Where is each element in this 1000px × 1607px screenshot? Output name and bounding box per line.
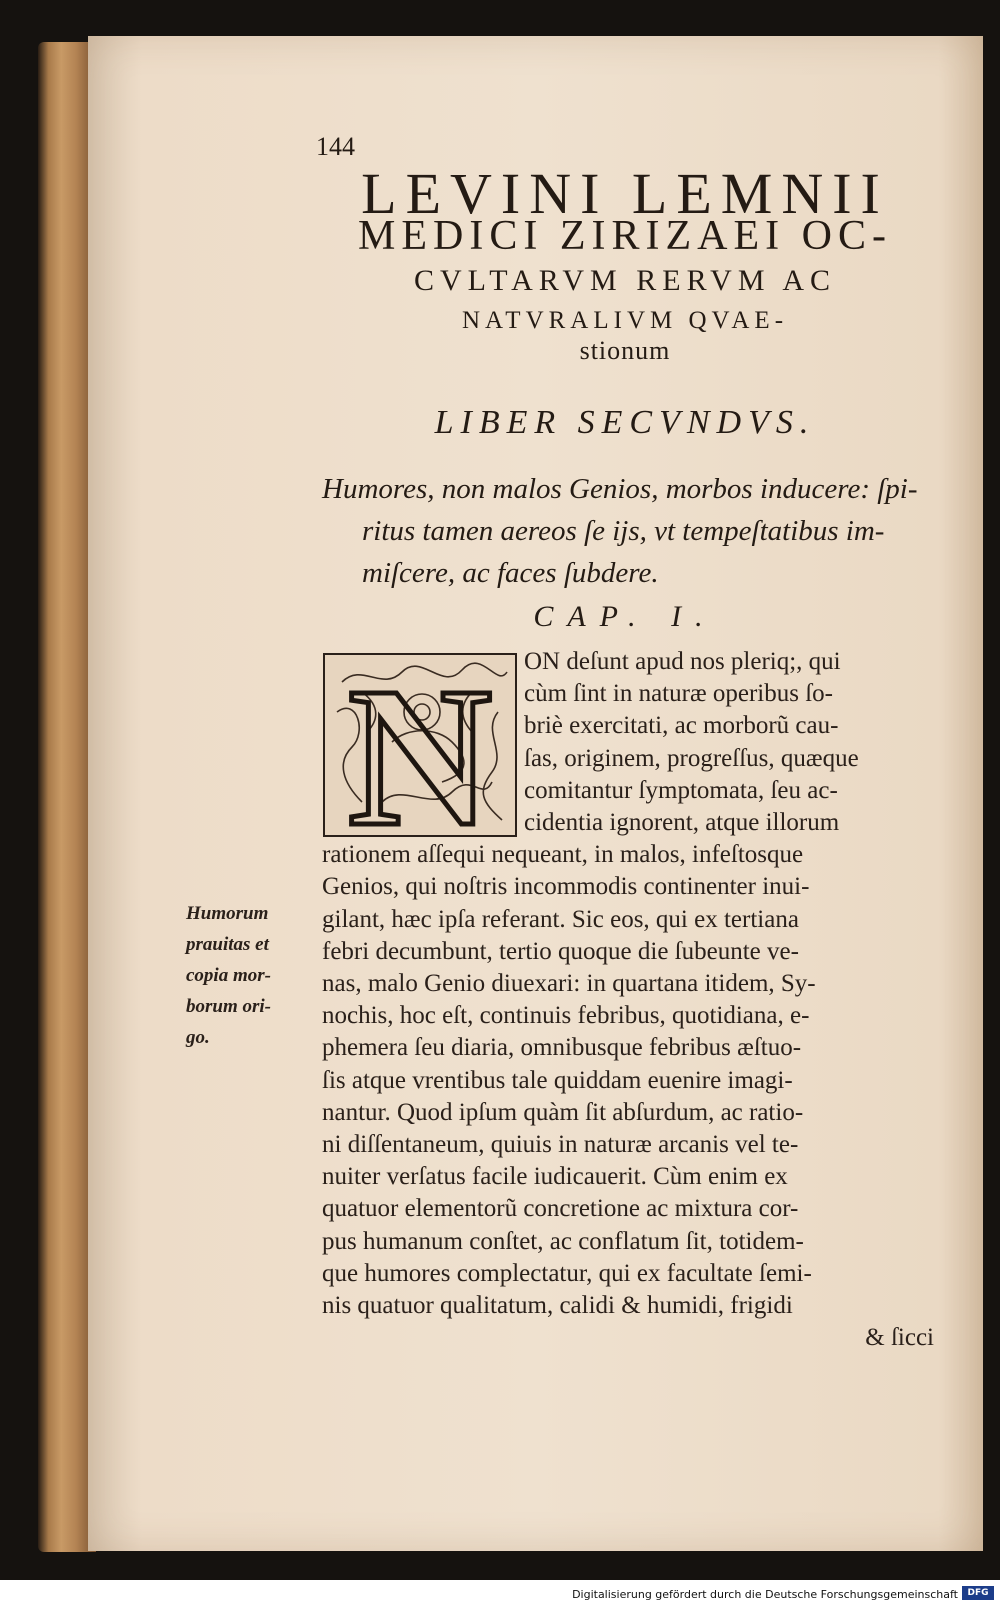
marginal-note xyxy=(186,898,321,1053)
marginal-line: borum ori- xyxy=(186,996,271,1017)
marginal-line: copia mor- xyxy=(186,965,271,986)
body-line: nuiter verſatus facile iudicauerit. Cùm enim ex xyxy=(322,1163,788,1191)
title-line-3: CVLTARVM RERVM AC xyxy=(413,264,837,297)
marginal-line: Humorum xyxy=(186,903,269,924)
page-number: 144 xyxy=(316,132,355,161)
body-line: nochis, hoc eſt, continuis febribus, quotidiana, e- xyxy=(322,1002,810,1030)
chapter-summary xyxy=(322,468,932,594)
body-line: gilant, hæc ipſa referant. Sic eos, qui ex tertiana xyxy=(322,905,799,933)
body-line: ni diſſentaneum, quiuis in naturæ arcanis vel te- xyxy=(322,1131,799,1159)
dfg-logo[interactable]: DFG xyxy=(962,1586,994,1600)
body-line: briè exercitati, ac morborũ cau- xyxy=(524,712,839,740)
body-line: comitantur ſymptomata, ſeu ac- xyxy=(524,776,838,804)
title-line-4: NATVRALIVM QVAE- xyxy=(461,307,789,334)
body-line: cidentia ignorent, atque illorum xyxy=(524,809,840,837)
body-line: rationem aſſequi nequeant, in malos, infeſtosque xyxy=(322,841,804,869)
body-text xyxy=(322,646,934,1354)
body-line: que humores complectatur, qui ex facultate ſemi- xyxy=(322,1259,812,1287)
body-line: nis quatuor qualitatum, calidi & humidi, frigidi xyxy=(322,1292,793,1320)
body-line: pus humanum conſtet, ac conflatum ſit, totidem- xyxy=(322,1227,804,1255)
catchword: & ſicci xyxy=(865,1324,934,1352)
body-line: Genios, qui noſtris incommodis continenter inui- xyxy=(322,873,810,901)
chapter-heading: CAP. I. xyxy=(533,600,717,633)
title-line-1: LEVINI LEMNII xyxy=(361,161,889,226)
title-line-2: MEDICI ZIRIZAEI OC- xyxy=(358,213,892,259)
body-line: phemera ſeu diaria, omnibusque febribus æſtuo- xyxy=(322,1034,802,1062)
body-line: cùm ſint in naturæ operibus ſo- xyxy=(524,680,833,708)
body-line: ſas, originem, progreſſus, quæque xyxy=(524,744,859,772)
summary-line: Humores, non malos Genios, morbos inducere: ſpi- xyxy=(322,473,918,505)
body-line: nas, malo Genio diuexari: in quartana itidem, Sy- xyxy=(322,970,816,998)
title-line-5: stionum xyxy=(579,336,671,365)
body-line: quatuor elementorũ concretione ac mixtura cor- xyxy=(322,1195,799,1223)
summary-line: ritus tamen aereos ſe ijs, vt tempeſtatibus im- xyxy=(362,515,885,547)
marginal-line: go. xyxy=(186,1027,210,1048)
body-line: nantur. Quod ipſum quàm ſit abſurdum, ac ratio- xyxy=(322,1098,804,1126)
body-line: febri decumbunt, tertio quoque die ſubeunte ve- xyxy=(322,937,799,965)
body-line: ſis atque vrentibus tale quiddam euenire imagi- xyxy=(322,1066,793,1094)
body-line: ON deſunt apud nos pleriq;, qui xyxy=(524,648,841,675)
marginal-line: prauitas et xyxy=(186,934,269,955)
book-heading: LIBER SECVNDVS. xyxy=(434,404,816,441)
initial-letter: N xyxy=(347,652,493,838)
summary-line: miſcere, ac faces ſubdere. xyxy=(362,557,659,589)
digitization-credit: Digitalisierung gefördert durch die Deutsche Forschungsgemeinschaft xyxy=(572,1588,958,1601)
